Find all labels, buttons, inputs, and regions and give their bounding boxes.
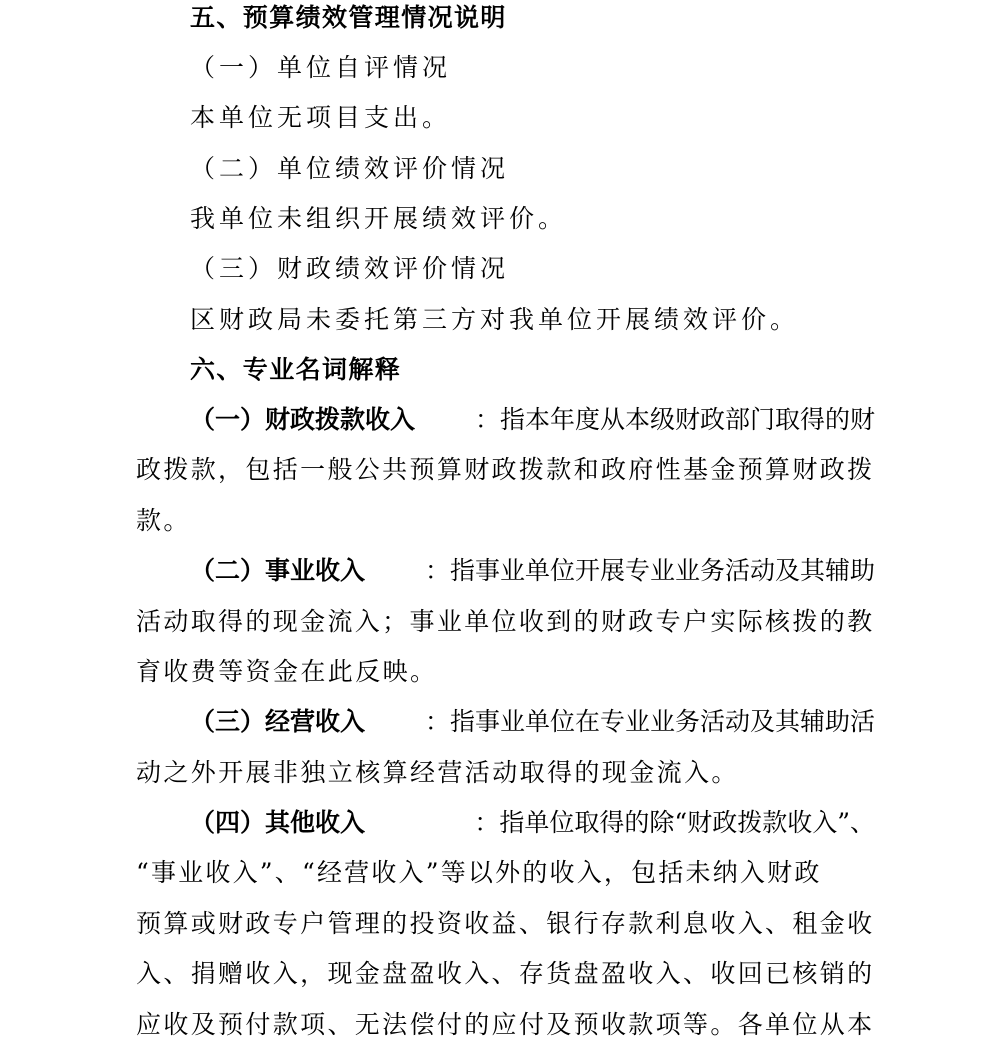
term-other-income-def: ：指单位取得的除“财政拨款收入”、: [474, 808, 875, 837]
subsection-finance-evaluation-body: 区财政局未委托第三方对我单位开展绩效评价。: [190, 305, 800, 334]
term-business-income-line-2: 活动取得的现金流入；事业单位收到的财政专户实际核拨的教: [136, 607, 875, 636]
term-other-income-label: （四）其他收入: [190, 808, 366, 837]
term-other-income-line-5: 应收及预付款项、无法偿付的应付及预收款项等。各单位从本: [136, 1010, 875, 1039]
term-business-income-line-3: 育收费等资金在此反映。: [136, 657, 438, 686]
term-fiscal-appropriation-label: （一）财政拨款收入: [190, 405, 416, 434]
term-business-income-line-1: [190, 553, 875, 589]
term-operating-income-line-1: [190, 704, 875, 740]
term-fiscal-appropriation-line-2: 政拨款，包括一般公共预算财政拨款和政府性基金预算财政拨: [136, 455, 875, 484]
term-other-income-line-1: [190, 805, 875, 841]
term-other-income-line-2: “事业收入”、“经营收入”等以外的收入，包括未纳入财政: [136, 858, 822, 887]
subsection-finance-evaluation-heading: （三）财政绩效评价情况: [190, 254, 510, 283]
term-fiscal-appropriation-line-1: [190, 402, 875, 438]
term-operating-income-line-2: 动之外开展非独立核算经营活动取得的现金流入。: [136, 758, 739, 787]
term-fiscal-appropriation-def: ：指本年度从本级财政部门取得的财: [474, 405, 875, 434]
subsection-unit-evaluation-heading: （二）单位绩效评价情况: [190, 154, 510, 183]
term-operating-income-def: ：指事业单位在专业业务活动及其辅助活: [424, 707, 875, 736]
subsection-self-evaluation-heading: （一）单位自评情况: [190, 53, 452, 82]
subsection-unit-evaluation-body: 我单位未组织开展绩效评价。: [190, 204, 568, 233]
section-6-title: 六、专业名词解释: [190, 355, 402, 384]
term-business-income-label: （二）事业收入: [190, 556, 366, 585]
term-business-income-def: ：指事业单位开展专业业务活动及其辅助: [424, 556, 875, 585]
term-fiscal-appropriation-line-3: 款。: [136, 506, 191, 535]
section-5-title: 五、预算绩效管理情况说明: [190, 3, 507, 32]
term-operating-income-label: （三）经营收入: [190, 707, 366, 736]
term-other-income-line-3: 预算或财政专户管理的投资收益、银行存款利息收入、租金收: [136, 909, 875, 938]
subsection-self-evaluation-body: 本单位无项目支出。: [190, 103, 452, 132]
term-other-income-line-4: 入、捐赠收入，现金盘盈收入、存货盘盈收入、收回已核销的: [136, 959, 875, 988]
